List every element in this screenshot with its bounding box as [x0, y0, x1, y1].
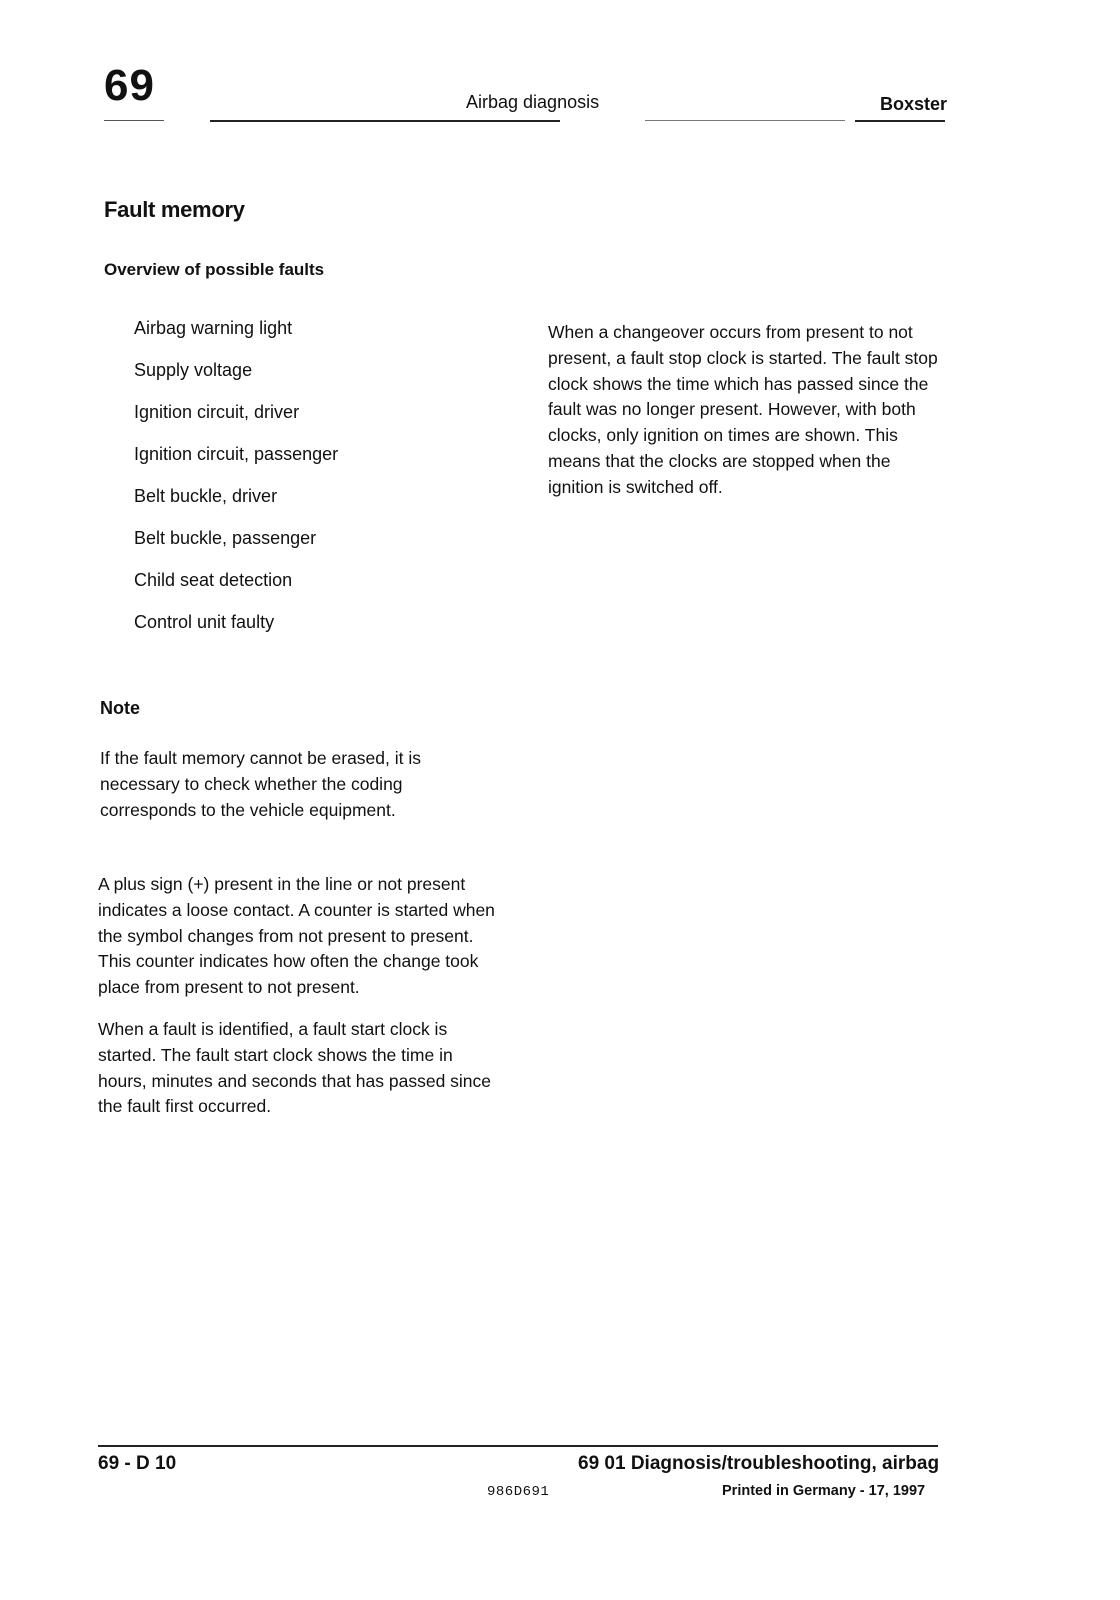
- list-item: Child seat detection: [134, 570, 293, 590]
- print-info: Printed in Germany - 17, 1997: [722, 1483, 926, 1499]
- list-item: Control unit faulty: [134, 612, 275, 632]
- plus-sign-paragraph: A plus sign (+) present in the line or not present indicates a loose contact. A counter is started when the symbol changes from not present to present. This counter indicates how often the change took place from present to not present.: [98, 874, 495, 998]
- list-item: Ignition circuit, driver: [134, 402, 300, 422]
- list-item: Supply voltage: [134, 360, 253, 380]
- page-number: 69 - D 10: [98, 1453, 177, 1474]
- sub-heading: Overview of possible faults: [104, 260, 325, 279]
- chapter-number: 69: [104, 61, 155, 110]
- header-title: Airbag diagnosis: [466, 92, 600, 112]
- header-rule: [855, 120, 945, 122]
- fault-list: [134, 316, 338, 652]
- list-item: Ignition circuit, passenger: [134, 444, 339, 464]
- fault-stop-paragraph: When a changeover occurs from present to not present, a fault stop clock is started. The fault stop clock shows the time which has passed since the fault was no longer present. However, with both clocks, only ignition on times are shown. This means that the clocks are stopped when the ignition is switched off.: [548, 322, 938, 497]
- fault-start-paragraph: When a fault is identified, a fault start clock is started. The fault start clock shows the time in hours, minutes and seconds that has passed since the fault first occurred.: [98, 1019, 492, 1117]
- list-item: Belt buckle, driver: [134, 486, 278, 506]
- footer-section-title: 69 01 Diagnosis/troubleshooting, airbag: [578, 1453, 940, 1474]
- list-item: Airbag warning light: [134, 318, 293, 338]
- header-rule: [104, 120, 164, 121]
- header-rule: [210, 120, 560, 122]
- note-heading: Note: [100, 698, 140, 718]
- note-text: If the fault memory cannot be erased, it is necessary to check whether the coding corresponds to the vehicle equipment.: [100, 748, 421, 820]
- header-model: Boxster: [880, 94, 948, 114]
- header-rule: [645, 120, 845, 121]
- list-item: Belt buckle, passenger: [134, 528, 317, 548]
- section-heading: Fault memory: [104, 197, 245, 222]
- document-code: 986D691: [487, 1484, 550, 1500]
- footer-rule: [98, 1445, 938, 1447]
